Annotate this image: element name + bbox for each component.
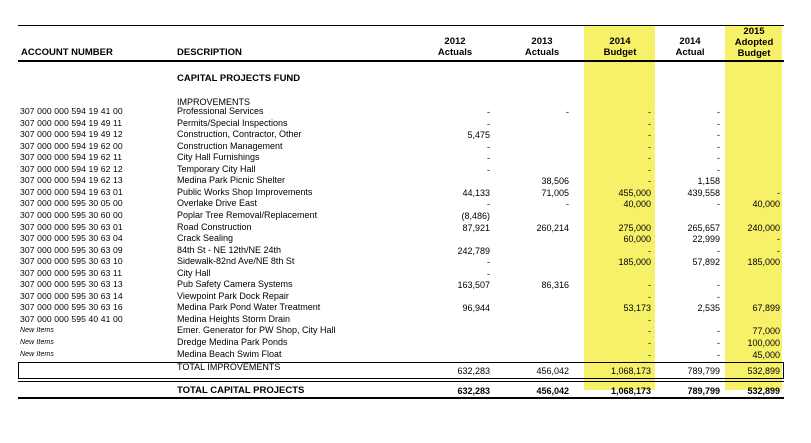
value-a2012: - — [487, 153, 490, 164]
value-a2014: - — [717, 326, 720, 337]
value-b2014: - — [648, 164, 651, 175]
total-improvements-2014-actual: 789,799 — [687, 366, 720, 376]
value-b2014: - — [648, 314, 651, 325]
header-2014-budget: 2014 Budget — [603, 36, 637, 58]
header-description: DESCRIPTION — [177, 47, 242, 58]
account-number: 307 000 000 595 30 63 01 — [20, 221, 123, 232]
description: Overlake Drive East — [177, 198, 258, 209]
description: Temporary City Hall — [177, 163, 256, 174]
account-number: 307 000 000 595 30 60 00 — [20, 209, 123, 220]
description: Construction, Contractor, Other — [177, 129, 302, 140]
header-account-number: ACCOUNT NUMBER — [21, 47, 113, 58]
account-number: 307 000 000 595 30 63 04 — [20, 233, 123, 244]
value-b2014: 455,000 — [618, 187, 651, 198]
total-capital-2012: 632,283 — [457, 386, 490, 396]
value-b2014: - — [648, 280, 651, 291]
account-number: 307 000 000 595 30 63 11 — [20, 267, 123, 278]
value-a2014: 265,657 — [687, 222, 720, 233]
account-number: New Items — [20, 350, 54, 358]
value-a2012: - — [487, 107, 490, 117]
account-number: 307 000 000 594 19 62 13 — [20, 175, 123, 186]
account-number: 307 000 000 594 19 62 11 — [20, 152, 123, 163]
value-a2014: - — [717, 153, 720, 164]
value-a2014: - — [717, 141, 720, 152]
value-b2015: - — [777, 187, 780, 198]
value-b2015: 240,000 — [747, 222, 780, 233]
value-a2012: 5,475 — [467, 130, 490, 141]
value-a2014: - — [717, 349, 720, 360]
account-number: 307 000 000 594 19 62 00 — [20, 140, 123, 151]
description: City Hall — [177, 267, 211, 278]
value-a2014: - — [717, 280, 720, 291]
value-a2014: 439,558 — [687, 187, 720, 198]
value-a2012: 163,507 — [457, 280, 490, 291]
account-number: 307 000 000 594 19 41 00 — [20, 106, 123, 116]
value-b2014: - — [648, 349, 651, 360]
value-a2013: 71,005 — [541, 187, 569, 198]
value-a2014: - — [717, 164, 720, 175]
fund-title: CAPITAL PROJECTS FUND — [177, 73, 301, 84]
value-a2013: - — [566, 107, 569, 117]
value-a2014: - — [717, 130, 720, 141]
description: Sidewalk-82nd Ave/NE 8th St — [177, 256, 295, 267]
total-capital-2014-budget: 1,068,173 — [610, 386, 651, 396]
description: Construction Management — [177, 140, 283, 151]
description: Permits/Special Inspections — [177, 117, 288, 128]
top-rule — [18, 25, 784, 26]
account-number: 307 000 000 595 30 63 13 — [20, 279, 123, 290]
value-a2014: - — [717, 118, 720, 129]
value-b2014: - — [648, 326, 651, 337]
header-2015-adopted: 2015 Adopted Budget — [734, 26, 774, 59]
value-a2012: 242,789 — [457, 245, 490, 256]
header-2014-actual: 2014 Actual — [675, 36, 705, 58]
value-b2014: - — [648, 118, 651, 129]
grand-total-top — [18, 381, 784, 382]
account-number: 307 000 000 594 19 49 12 — [20, 129, 123, 140]
value-b2014: - — [648, 176, 651, 187]
value-b2015: 40,000 — [752, 199, 780, 210]
total-box-left — [18, 362, 19, 379]
value-b2014: 185,000 — [618, 257, 651, 268]
section-title: IMPROVEMENTS — [177, 97, 251, 107]
value-a2013: 86,316 — [541, 280, 569, 291]
value-b2014: 53,173 — [623, 303, 651, 314]
value-b2014: - — [648, 338, 651, 348]
value-b2014: 40,000 — [623, 199, 651, 210]
description: 84th St - NE 12th/NE 24th — [177, 244, 282, 255]
description: Road Construction — [177, 221, 252, 232]
total-improvements-2015: 532,899 — [747, 366, 780, 376]
value-a2014: 57,892 — [692, 257, 720, 268]
account-number: New Items — [20, 327, 54, 335]
value-a2014: - — [717, 291, 720, 302]
value-a2012: 87,921 — [462, 222, 490, 233]
value-a2014: - — [717, 338, 720, 348]
description: City Hall Furnishings — [177, 152, 260, 163]
value-a2012: 96,944 — [462, 303, 490, 314]
header-rule — [18, 60, 784, 62]
value-a2014: 2,535 — [697, 303, 720, 314]
account-number: 307 000 000 595 40 41 00 — [20, 313, 123, 324]
value-a2012: 44,133 — [462, 187, 490, 198]
value-b2014: - — [648, 130, 651, 141]
description: Viewpoint Park Dock Repair — [177, 290, 289, 301]
value-a2012: (8,486) — [461, 210, 490, 221]
description: Medina Park Picnic Shelter — [177, 175, 286, 186]
total-improvements-2012: 632,283 — [457, 366, 490, 376]
account-number: 307 000 000 595 30 63 14 — [20, 290, 123, 301]
description: Medina Heights Storm Drain — [177, 313, 291, 324]
account-number: 307 000 000 595 30 63 16 — [20, 302, 123, 313]
value-b2015: 77,000 — [752, 326, 780, 337]
value-a2014: 22,999 — [692, 234, 720, 245]
description: Poplar Tree Removal/Replacement — [177, 209, 318, 220]
value-a2013: 260,214 — [536, 222, 569, 233]
account-number: 307 000 000 595 30 05 00 — [20, 198, 123, 209]
description: Professional Services — [177, 106, 264, 116]
value-b2014: - — [648, 291, 651, 302]
value-b2015: 185,000 — [747, 257, 780, 268]
value-a2014: - — [717, 199, 720, 210]
value-b2015: 100,000 — [747, 338, 780, 348]
value-a2014: 1,158 — [697, 176, 720, 187]
value-b2014: 275,000 — [618, 222, 651, 233]
value-a2012: - — [487, 268, 490, 279]
value-b2014: - — [648, 245, 651, 256]
account-number: 307 000 000 595 30 63 10 — [20, 256, 123, 267]
total-improvements-2014-budget: 1,068,173 — [610, 366, 651, 376]
value-b2014: - — [648, 141, 651, 152]
value-a2013: 38,506 — [541, 176, 569, 187]
account-number: 307 000 000 595 30 63 09 — [20, 244, 123, 255]
total-capital-2013: 456,042 — [536, 386, 569, 396]
description: Emer. Generator for PW Shop, City Hall — [177, 325, 336, 336]
value-a2013: - — [566, 199, 569, 210]
value-a2012: - — [487, 118, 490, 129]
value-a2012: - — [487, 164, 490, 175]
account-number: 307 000 000 594 19 49 11 — [20, 117, 123, 128]
value-b2015: 67,899 — [752, 303, 780, 314]
total-capital-2014-actual: 789,799 — [687, 386, 720, 396]
value-a2014: - — [717, 107, 720, 117]
account-number: 307 000 000 594 19 63 01 — [20, 186, 123, 197]
value-b2015: - — [777, 234, 780, 245]
header-2013: 2013 Actuals — [524, 36, 560, 58]
grand-total-bottom — [18, 397, 784, 399]
value-a2012: - — [487, 257, 490, 268]
header-2012: 2012 Actuals — [437, 36, 473, 58]
value-b2015: - — [777, 245, 780, 256]
total-capital-label: TOTAL CAPITAL PROJECTS — [177, 385, 305, 396]
value-a2012: - — [487, 141, 490, 152]
value-b2014: - — [648, 107, 651, 117]
total-box-right — [783, 362, 784, 379]
description: Medina Park Pond Water Treatment — [177, 302, 321, 313]
total-box-top — [18, 362, 784, 363]
value-b2014: 60,000 — [623, 234, 651, 245]
description: Dredge Medina Park Ponds — [177, 337, 288, 347]
value-b2015: 45,000 — [752, 349, 780, 360]
total-capital-2015: 532,899 — [747, 386, 780, 396]
description: Public Works Shop Improvements — [177, 186, 313, 197]
total-box-bottom — [18, 378, 784, 379]
value-a2012: - — [487, 199, 490, 210]
total-improvements-label: TOTAL IMPROVEMENTS — [177, 362, 281, 372]
account-number: 307 000 000 594 19 62 12 — [20, 163, 123, 174]
value-a2014: - — [717, 245, 720, 256]
description: Pub Safety Camera Systems — [177, 279, 293, 290]
value-b2014: - — [648, 153, 651, 164]
description: Medina Beach Swim Float — [177, 348, 282, 359]
description: Crack Sealing — [177, 233, 234, 244]
account-number: New Items — [20, 339, 54, 346]
total-improvements-2013: 456,042 — [536, 366, 569, 376]
